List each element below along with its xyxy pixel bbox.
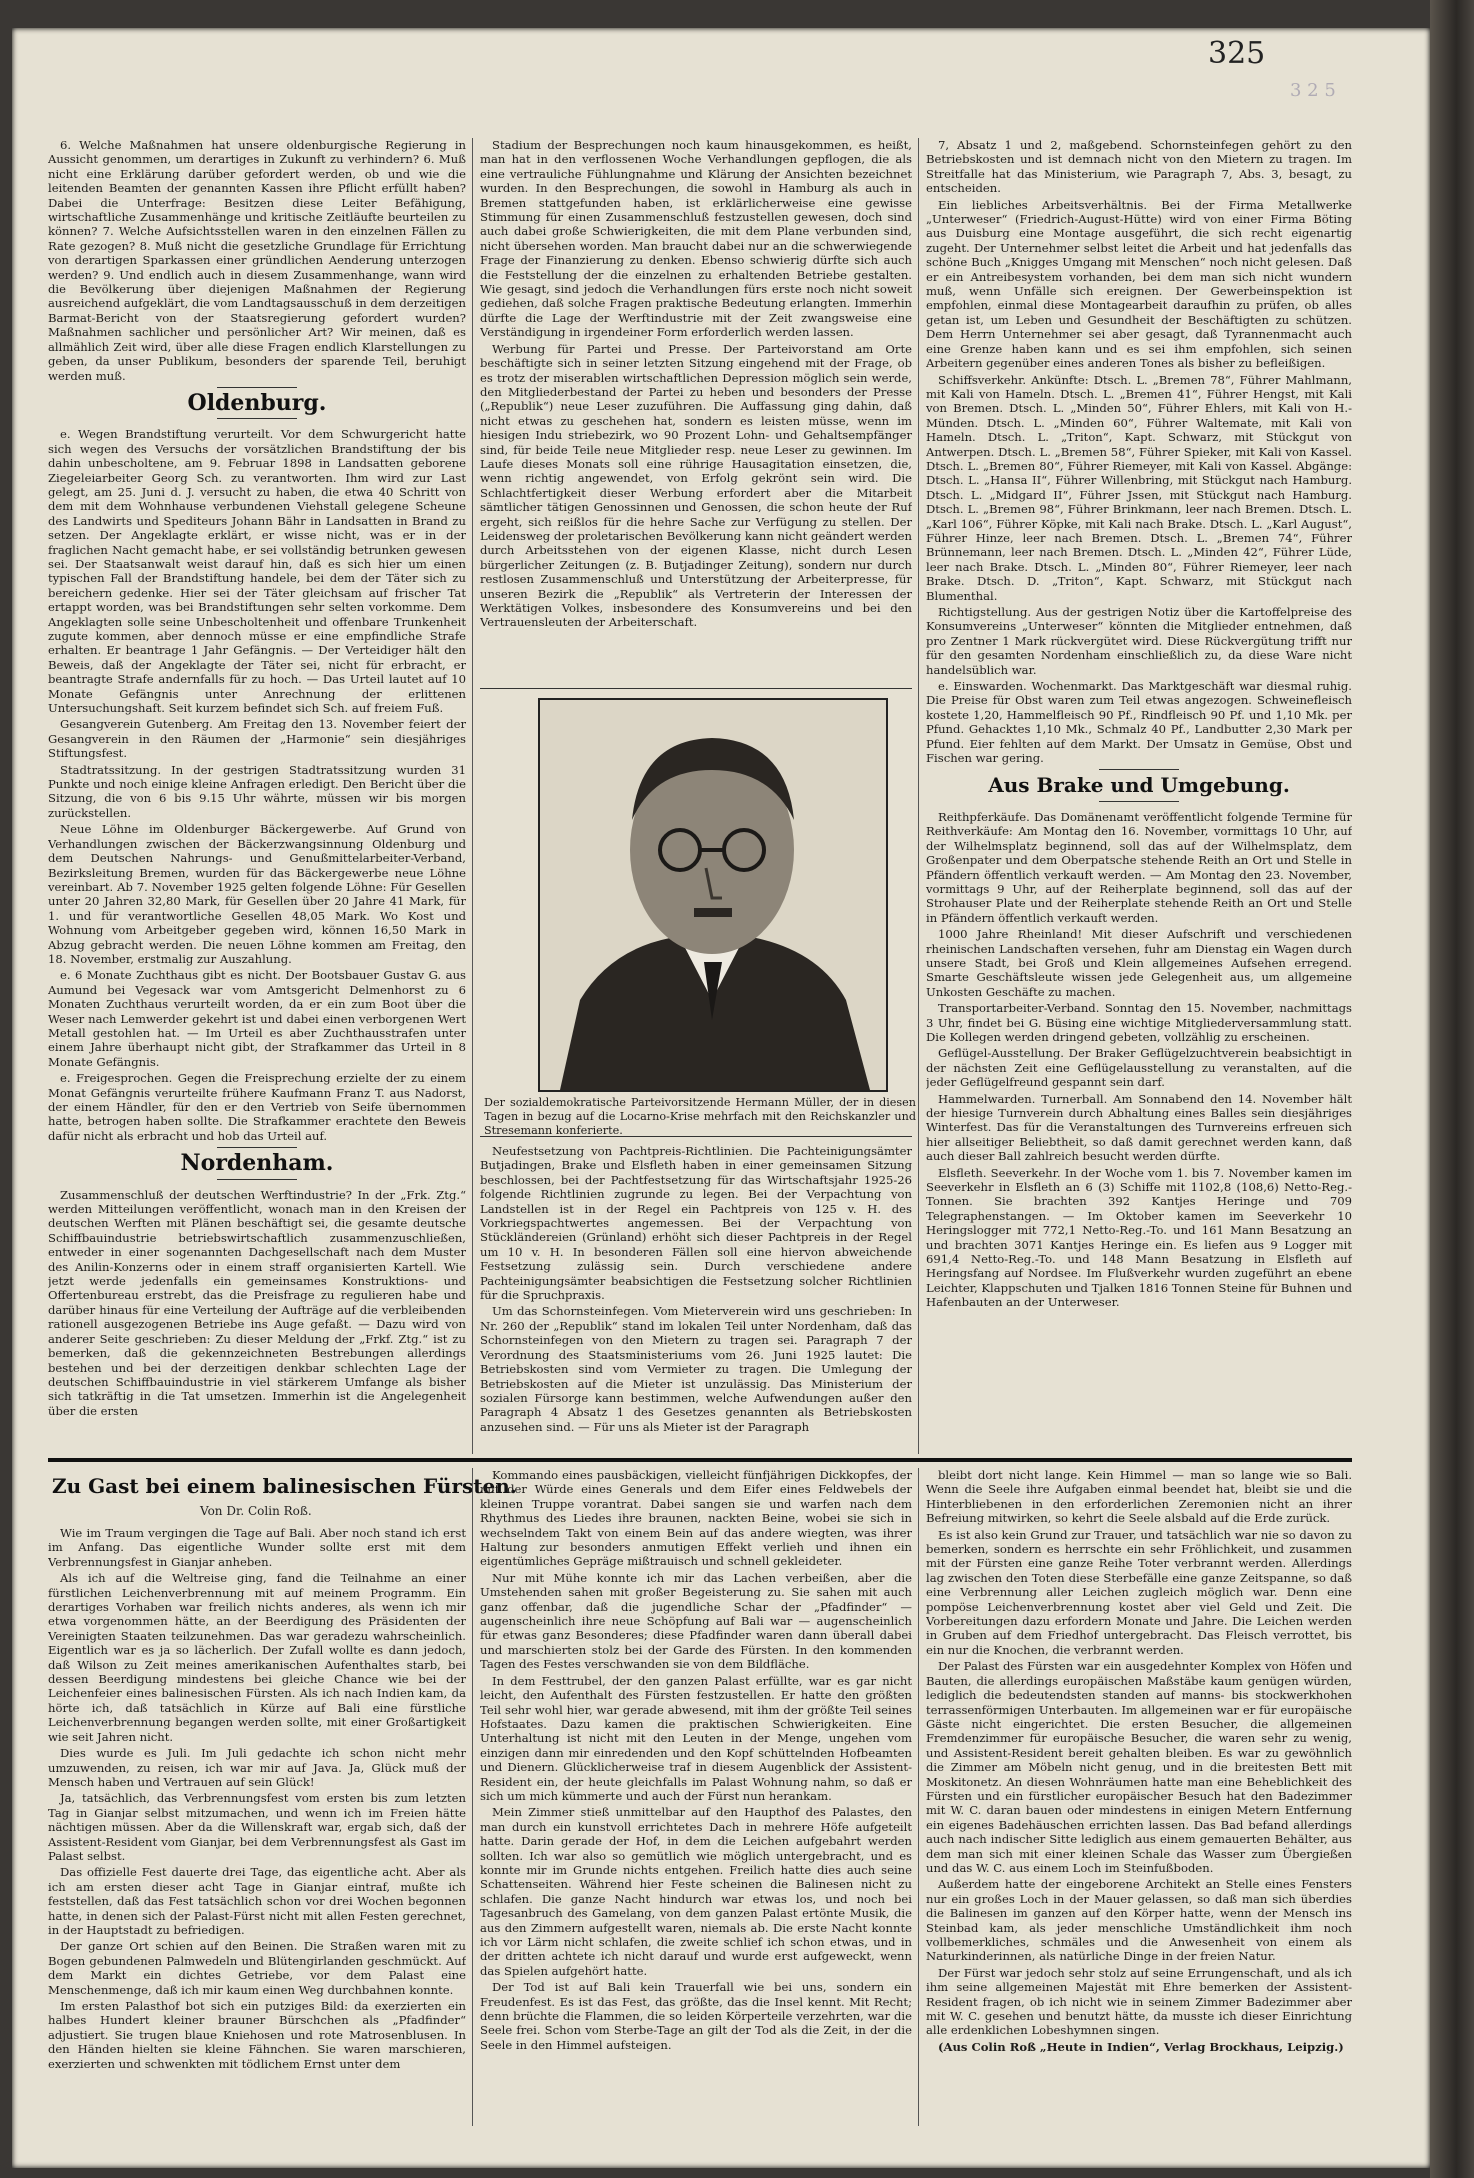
- feature-paragraph: Im ersten Palasthof bot sich ein putziges Bild: da exerzierten ein halbes Hundert kleiner brauner Bürschchen als „Pfadfinder“ adjustiert. Sie trugen blaue Kniehosen und rote Matrosenblusen. In den Händen hielten sie kleine Fähnchen. Sie waren marschieren, exerzierten und schwenkten mit tödlichem Ernst unter dem: [48, 1999, 466, 2071]
- article-seeverkehr: Elsfleth. Seeverkehr. In der Woche vom 1. bis 7. November kamen im Seeverkehr in Elsfleth an 6 (3) Schiffe mit 1102,8 (108,6) Netto-Reg.-Tonnen. Sie brachten 392 Kantjes Heringe und 709 Telegraphenstangen. — Im Oktober kamen im Seeverkehr 10 Heringslogger mit 772,1 Netto-Reg.-To. und 161 Mann Besatzung an und brachten 3071 Kantjes Heringe ein. Es liefen aus 9 Logger mit 691,4 Netto-Reg.-To. und 148 Mann Besatzung in Elsfleth auf Heringsfang auf Nordsee. Im Flußverkehr wurden zugeführt an ebene Leichter, Klappschuten und Tjalken 1816 Tonnen Steine für Buhnen und Hafenbauten an der Unterweser.: [926, 1165, 1352, 1310]
- divider: [217, 1147, 297, 1148]
- portrait-illustration: [540, 700, 886, 1090]
- feature-paragraph: Nur mit Mühe konnte ich mir das Lachen verbeißen, aber die Umstehenden sahen mit großer Begeisterung zu. Sie sahen mit auch ganz offenbar, daß die jugendliche Schar der „Pfadfinder“ — augenscheinlich ihre neue Schöpfung auf Bali war — augenscheinlich für etwas ganz Besonderes; diese Pfadfinder waren dann überall dabei und marschierten stolz bei der Garde des Fürsten. In den kommenden Tagen des Festes verschwanden sie von dem Bildfläche.: [480, 1570, 912, 1672]
- feature-paragraph: In dem Festtrubel, der den ganzen Palast erfüllte, war es gar nicht leicht, den Aufenthalt des Fürsten festzustellen. Er hatte den größten Teil sehr wohl hier, war gerade abwesend, mit ihm der größte Teil seines Hofstaates. Dazu kamen die praktischen Schwierigkeiten. Eine Unterhaltung ist nicht mit den Leuten in der Menge, ungehen vom einzigen dann mir einredenden und den Kopf schüttelnden Hofbeamten und Dienern. Glücklicherweise traf in diesem Augenblick der Assistent-Resident ein, der heute gleichfalls im Palast Wohnung nahm, so daß er sich um mich kümmerte und auch der Fürst nun herankam.: [480, 1673, 912, 1803]
- article-arbeitsverhaeltnis: Ein liebliches Arbeitsverhältnis. Bei der Firma Metallwerke „Unterweser“ (Friedrich-August-Hütte) wird von einer Firma Böting aus Duisburg eine Montage ausgeführt, die sich recht eigenartig zugeht. Der Unternehmer selbst leitet die Arbeit und hat jedenfalls das schöne Buch „Knigges Umgang mit Menschen“ noch nicht gelesen. Daß er ein Antreibesystem vorhanden, bei dem man sich nicht wundern muß, wenn Unfälle sich ereignen. Der Gewerbeinspektion ist empfohlen, einmal diese Montagearbeit daraufhin zu prüfen, ob alles getan ist, um Leben und Gesundheit der Beschäftigten zu schützen. Dem Herrn Unternehmer sei aber gesagt, daß Tyrannenmacht auch eine Grenze haben kann und es sei ihm empfohlen, sich seinen Arbeitern gegenüber eines anderen Tones als bisher zu befleißigen.: [926, 197, 1352, 371]
- feature-paragraph: Der Tod ist auf Bali kein Trauerfall wie bei uns, sondern ein Freudenfest. Es ist das Fest, das größte, das die Insel kennt. Mit Recht; denn brüchte die Flammen, die so leiden Körperteile verzehrten, war die Seele frei. Schon vom Sterbe-Tage an gilt der Tod als die Zeit, in der die Seele in den Himmel aufsteigen.: [480, 1980, 912, 2052]
- feature-paragraph: Das offizielle Fest dauerte drei Tage, das eigentliche acht. Aber als ich am ersten dieser acht Tage in Gianjar eintraf, mußte ich feststellen, daß das Fest tatsächlich schon vor drei Wochen begonnen hatte, in denen sich der Palast-Fürst nicht mit allen Festen gerechnet, in der Hauptstadt zu befriedigen.: [48, 1865, 466, 1937]
- feature-source-credit: (Aus Colin Roß „Heute in Indien“, Verlag Brockhaus, Leipzig.): [938, 2039, 1344, 2054]
- column-rule: [472, 1468, 473, 2126]
- section-heading-nordenham: Nordenham.: [180, 1150, 334, 1177]
- article-werftindustrie: Zusammenschluß der deutschen Werftindustrie? In der „Frk. Ztg.“ werden Mitteilungen veröffentlicht, wonach man in den Kreisen der deutschen Werften mit Plänen beschäftigt sei, die gesamte deutsche Schiffbauindustrie betriebswirtschaftlich zusammenzuschließen, entweder in einer sogenannten Dachgesellschaft nach dem Muster des Anilin-Konzerns oder in einem straff organisierten Kartell. Wie jetzt werde jedenfalls ein gemeinsames Konstruktions- und Offertenbureau erstrebt, das die Preisfrage zu regulieren habe und darüber hinaus für eine Verteilung der Aufträge auf die verbleibenden rationell ausgezogenen Betriebe ins Auge gefaßt. — Dazu wird von anderer Seite geschrieben: Zu dieser Meldung der „Frkf. Ztg.“ ist zu bemerken, daß die gekennzeichneten Bestrebungen allerdings bestehen und bei der derzeitigen denkbar schlechten Lage der deutschen Schiffbauindustrie in viel stärkerem Umfange als bisher sich tatkräftig in die Tat umsetzen. Immerhin ist die Angelegenheit über die ersten: [48, 1187, 466, 1418]
- divider: [217, 387, 297, 388]
- article-transportarbeiter: Transportarbeiter-Verband. Sonntag den 15. November, nachmittags 3 Uhr, findet bei G. Büsing eine wichtige Mitgliederversammlung statt. Die Kollegen werden dringend gebeten, vollzählig zu erscheinen.: [926, 1001, 1352, 1044]
- page-number: 325: [1208, 36, 1266, 71]
- article-werftindustrie-cont: Stadium der Besprechungen noch kaum hinausgekommen, es heißt, man hat in den verflossenen Woche Verhandlungen gepflogen, die als eine vertrauliche Fühlungnahme und Klärung der Ansichten bezeichnet wurden. In den Besprechungen, die sowohl in Hamburg als auch in Bremen stattgefunden haben, ist erklärlicherweise eine gewisse Stimmung für einen Zusammenschluß festzustellen gewesen, doch sind auch dabei große Schwierigkeiten, die mit dem Plane verbunden sind, nicht übersehen worden. Man braucht dabei nur an die schwerwiegende Frage der Finanzierung zu denken. Ebenso schwierig dürfte sich auch die Feststellung der die einzelnen zu erhaltenden Betriebe gestalten. Wie gesagt, sind jedoch die Verhandlungen fürs erste noch nicht soweit gediehen, daß solche Fragen praktische Bedeutung erlangten. Immerhin dürfte die Lage der Werftindustrie mit der Zeit zwangsweise eine Verständigung in irgendeiner Form erforderlich werden lassen.: [480, 138, 912, 340]
- column-rule: [918, 138, 919, 1454]
- column-1: [48, 138, 466, 1446]
- column-3: [926, 138, 1352, 1446]
- column-rule: [472, 138, 473, 1454]
- feature-paragraph: Der Palast des Fürsten war ein ausgedehnter Komplex von Höfen und Bauten, die allerdings europäischen Maßstäbe kaum genügen würden, lediglich die bedeutendsten standen auf manns- bis stockwerkhohen terrassenförmigen Unterbauten. Im allgemeinen war er für europäische Gäste nicht eingerichtet. Die ersten Besucher, die allgemeinen Fremdenzimmer für europäische Besucher, die waren sehr zu wenig, und Assistent-Resident bereit gehalten bleiben. Es war zu gewöhnlich die Zimmer am Möbeln nicht genug, und in die breitesten Bett mit Moskitonetz. An diesen Wohnräumen hatte man eine Beheblichkeit des Fürsten und ein fürstlicher europäischer Besuch hat den Badezimmer mit W. C. daran bauen oder mindestens in einigen Metern Entfernung ein eigenes Badehäuschen errichten lassen. Das Bad befand allerdings auch nach indischer Sitte lediglich aus einem gemauerten Behälter, aus dem man sich mit einer kleinen Schale das Wasser zum Übergießen und das W. C. aus einem Loch im Steinfußboden.: [926, 1659, 1352, 1875]
- article-gefluegel: Geflügel-Ausstellung. Der Braker Geflügelzuchtverein beabsichtigt in der nächsten Zeit eine Geflügelausstellung zu veranstalten, auf die jeder Geflügelfreund gespannt sein darf.: [926, 1046, 1352, 1090]
- feature-paragraph: Mein Zimmer stieß unmittelbar auf den Haupthof des Palastes, den man durch ein kunstvoll errichtetes Dach in mehrere Höfe aufgeteilt hatte. Darin gerade der Hof, in dem die Leichen aufgebahrt werden sollten. Ich war also so gemütlich wie möglich untergebracht, und es konnte mir im Grunde nichts entgehen. Freilich hatte dies auch seine Schattenseiten. Während hier Feste scheinen die Balinesen nicht zu schlafen. Die ganze Nacht hindurch war etwas los, und noch bei Tagesanbruch des Gamelang, von dem ganzen Palast ertönte Musik, die aus den Zimmern aufgestellt waren, niemals ab. Die erste Nacht konnte ich vor Lärm nicht schlafen, die zweite schlief ich schon etwas, und in der dritten achtete ich nicht darauf und wurde erst aufgeweckt, wenn das Spielen aufgehört hatte.: [480, 1805, 912, 1978]
- column-2-top: [480, 138, 912, 683]
- feature-paragraph: Es ist also kein Grund zur Trauer, und tatsächlich war nie so davon zu bemerken, sondern es herrschte ein sehr Fröhlichkeit, und zusammen mit der Fürsten eine ganze Reihe Toter verbrannt werden. Allerdings lag zwischen den Toten diese Sterbefälle eine ganze Zeitspanne, so daß eine Verbrennung aller Leichen zugleich möglich war. Denn eine pompöse Leichenverbrennung kostet aber viel Geld und Zeit. Die Vorbereitungen dazu erfordern Monate und Jahre. Die Leichen werden in Gruben auf dem Friedhof untergebracht. Das Fleisch verrottet, bis ein nur die Knochen, die verbrannt werden.: [926, 1527, 1352, 1657]
- page-edge: [1430, 0, 1474, 2178]
- article-rheinland: 1000 Jahre Rheinland! Mit dieser Aufschrift und verschiedenen rheinischen Landschaften versehen, fuhr am Dienstag ein Wagen durch unsere Stadt, bei Groß und Klein allgemeines Aufsehen erregend. Smarte Geschäftsleute wissen jede Gelegenheit aus, um allgemeine Unkosten Geschäfte zu machen.: [926, 927, 1352, 999]
- feature-paragraph: Der Fürst war jedoch sehr stolz auf seine Errungenschaft, und als ich ihm seine allgemeinen Majestät mit Ehre bemerken der Assistent-Resident fragen, ob ich nicht wie in seinem Zimmer Badezimmer aber mit W. C. gesehen und benutzt hätte, da musste ich dieser Einrichtung alle erdenklichen Lobeshymnen singen.: [926, 1965, 1352, 2038]
- feature-column-3: [926, 1468, 1352, 2126]
- feature-column-2: [480, 1468, 912, 2126]
- article-freigesprochen: e. Freigesprochen. Gegen die Freisprechung erzielte der zu einem Monat Gefängnis verurteilte frühere Kaufmann Franz T. aus Nadorst, der einem Händler, für den er den Vertrieb von Seife übernommen hatte, betrogen haben sollte. Die Strafkammer erachtete den Beweis dafür nicht als erbracht und hob das Urteil auf.: [48, 1071, 466, 1143]
- archive-stamp: 3 2 5: [1290, 80, 1336, 101]
- feature-paragraph: Ja, tatsächlich, das Verbrennungsfest vom ersten bis zum letzten Tag in Gianjar selbst mitzumachen, und wenn ich im Freien hätte nächtigen müssen. Aber da die Willenskraft war, ergab sich, daß der Assistent-Resident vom Gianjar, bei dem Verbrennungsfest als Gast im Palast selbst.: [48, 1791, 466, 1863]
- feature-paragraph: Der ganze Ort schien auf den Beinen. Die Straßen waren mit zu Bogen gebundenen Palmwedeln und Blütengirlanden geschmückt. Auf dem Markt ein dichtes Getriebe, vor dem Palast eine Menschenmenge, daß ich mir kaum einen Weg durchbahnen konnte.: [48, 1939, 466, 1997]
- feature-paragraph: Wie im Traum vergingen die Tage auf Bali. Aber noch stand ich erst im Anfang. Das eigentliche Wunder sollte erst mit dem Verbrennungsfest in Gianjar anheben.: [48, 1526, 466, 1569]
- feature-paragraph: bleibt dort nicht lange. Kein Himmel — man so lange wie so Bali. Wenn die Seele ihre Aufgaben einmal beendet hat, bleibt sie und die Hinterbliebenen in den erforderlichen Zeremonien nicht an ihrer Befreiung mitwirken, so kehrt die Seele alsbald auf die Erde zurück.: [926, 1468, 1352, 1526]
- article-stadtratssitzung: Stadtratssitzung. In der gestrigen Stadtratssitzung wurden 31 Punkte und noch einige kleine Anfragen erledigt. Den Bericht über die Sitzung, die von 6 bis 9.15 Uhr währte, müssen wir bis morgen zurückstellen.: [48, 762, 466, 820]
- section-heading-brake: Aus Brake und Umgebung.: [988, 773, 1290, 798]
- column-rule: [918, 1468, 919, 2126]
- divider: [1099, 769, 1179, 770]
- divider: [480, 1136, 912, 1137]
- column-2-bottom: [480, 1144, 912, 1446]
- article-schornsteinfegen-cont: 7, Absatz 1 und 2, maßgebend. Schornsteinfegen gehört zu den Betriebskosten und ist demnach nicht von den Mietern zu tragen. Im Streitfalle hat das Ministerium, wie Paragraph 7, Abs. 3, besagt, zu entscheiden.: [926, 138, 1352, 196]
- article-schiffsverkehr: Schiffsverkehr. Ankünfte: Dtsch. L. „Bremen 78“, Führer Mahlmann, mit Kali von Hameln. Dtsch. L. „Bremen 41“, Führer Hengst, mit Kali von Bremen. Dtsch. L. „Minden 50“, Führer Ehlers, mit Kali von H.-Münden. Dtsch. L. „Minden 60“, Führer Waltemate, mit Kali von Hameln. Dtsch. L. „Triton“, Kapt. Schwarz, mit Stückgut von Antwerpen. Dtsch. L. „Bremen 58“, Führer Spieker, mit Kali von Kassel. Dtsch. L. „Bremen 80“, Führer Riemeyer, mit Kali von Kassel. Abgänge: Dtsch. L. „Hansa II“, Führer Willenbring, mit Stückgut nach Hamburg. Dtsch. L. „Midgard II“, Führer Jssen, mit Stückgut nach Hamburg. Dtsch. L. „Bremen 98“, Führer Brinkmann, leer nach Bremen. Dtsch. L. „Karl 106“, Führer Köpke, mit Kali nach Brake. Dtsch. L. „Karl August“, Führer Hinze, leer nach Bremen. Dtsch. L. „Bremen 74“, Führer Brünnemann, leer nach Bremen. Dtsch. L. „Minden 42“, Führer Lüde, leer nach Brake. Dtsch. L. „Minden 80“, Führer Riemeyer, leer nach Brake. Dtsch. D. „Triton“, Kapt. Schwarz, mit Stückgut nach Blumenthal.: [926, 372, 1352, 603]
- article-wochenmarkt: e. Einswarden. Wochenmarkt. Das Marktgeschäft war diesmal ruhig. Die Preise für Obst waren zum Teil etwas angezogen. Schweinefleisch kostete 1,20, Hammelfleisch 90 Pf., Rindfleisch 90 Pf. und 1,10 Mk. per Pfund. Gehacktes 1,10 Mk., Schmalz 40 Pf., Landbutter 2,30 Mark per Pfund. Eier fehlten auf dem Markt. Der Umsatz in Gemüse, Obst und Fischen war gering.: [926, 679, 1352, 766]
- article-turnerball: Hammelwarden. Turnerball. Am Sonnabend den 14. November hält der hiesige Turnverein durch Abhaltung eines Balles sein diesjähriges Winterfest. Das für die Veranstaltungen des Turnvereins erfreuen sich hier allseitiger Beliebtheit, so daß damit gerechnet werden kann, daß auch dieser Ball zahlreich besucht werden dürfte.: [926, 1091, 1352, 1164]
- feature-paragraph: Kommando eines pausbäckigen, vielleicht fünfjährigen Dickkopfes, der mit der Würde eines Generals und dem Eifer eines Feldwebels der kleinen Truppe vorantrat. Dabei sangen sie und warfen nach dem Rhythmus des Liedes ihre braunen, nackten Beine, wobei sie sich in wechselndem Takt von einem Bein auf das andere wiegten, was ihrer Haltung zur besonders anmutigen Effekt verlieh und ihnen ein eigentümliches Gepräge mißtrauisch und schnell gekleideter.: [480, 1468, 912, 1569]
- article-zuchthaus: e. 6 Monate Zuchthaus gibt es nicht. Der Bootsbauer Gustav G. aus Aumund bei Vegesack war vom Amtsgericht Delmenhorst zu 6 Monaten Zuchthaus verurteilt worden, da er ein zum Boot über die Weser nach Lemwerder gekehrt ist und dabei einen verborgenen Wert Metall gestohlen hat. — Im Urteil es aber Zuchthausstrafen unter einem Jahre überhaupt nicht gibt, der Strafkammer das Urteil in 8 Monate Gefängnis.: [48, 968, 466, 1069]
- article-oldenburg-questions: 6. Welche Maßnahmen hat unsere oldenburgische Regierung in Aussicht genommen, um derartiges in Zukunft zu verhindern? 6. Muß nicht eine Erklärung darüber gefordert werden, ob und wie die leitenden Beamten der genannten Kassen ihre Pflicht erfüllt haben? Dabei die Unterfrage: Besitzen diese Leiter Befähigung, wirtschaftliche Zusammenhänge und kritische Zeitläufte beurteilen zu können? 7. Welche Aufsichtsstellen waren in den einzelnen Fällen zu Rate gezogen? 8. Muß nicht die gesetzliche Grundlage für Errichtung von derartigen Sparkassen einer gründlichen Aenderung unterzogen werden? 9. Und endlich auch in diesem Zusammenhange, wann wird die Bevölkerung über diejenigen Maßnahmen der Regierung ausreichend aufgeklärt, die vom Landtagsausschuß in dem derzeitigen Barmat-Bericht von der Staatsregierung gefordert wurden? Maßnahmen sachlicher und persönlicher Art? Wir meinen, daß es allmählich Zeit wird, über alle diese Fragen endlich Klarstellungen zu geben, da unser Publikum, besonders der sparende Teil, beruhigt werden muß.: [48, 138, 466, 383]
- article-baeckerloehne: Neue Löhne im Oldenburger Bäckergewerbe. Auf Grund von Verhandlungen zwischen der Bäckerzwangsinnung Oldenburg und dem Deutschen Nahrungs- und Genußmittelarbeiter-Verband, Bezirksleitung Bremen, wurden für das Bäckergewerbe neue Löhne vereinbart. Ab 7. November 1925 gelten folgende Löhne: Für Gesellen unter 20 Jahren 32,80 Mark, für Gesellen über 20 Jahre 41 Mark, für 1. und für verantwortliche Gesellen 48,05 Mark. Wo Kost und Wohnung vom Arbeitgeber gegeben wird, können 16,50 Mark in Abzug gebracht werden. Die neuen Löhne kommen am Freitag, den 18. November, erstmalig zur Auszahlung.: [48, 822, 466, 966]
- article-reithverkaeufe: Reithpferkäufe. Das Domänenamt veröffentlicht folgende Termine für Reithverkäufe: Am Montag den 16. November, vormittags 10 Uhr, auf der Wilhelmsplatz beginnend, soll das auf der Wilhelmsplatz, dem Großenpater und dem Oberpatsche stehende Reith an Ort und Stelle in Pfändern öffentlich verkauft werden. — Am Montag den 23. November, vormittags 9 Uhr, auf der Reiherplate beginnend, soll das auf der Strohauser Plate und der Reiherplate stehende Reith an Ort und Stelle in Pfändern öffentlich verkauft werden.: [926, 809, 1352, 925]
- divider: [217, 418, 297, 419]
- article-brandstiftung: e. Wegen Brandstiftung verurteilt. Vor dem Schwurgericht hatte sich wegen des Versuchs der vorsätzlichen Brandstiftung der bis dahin unbescholtene, am 9. Februar 1898 in Landsatten geborene Ziegeleiarbeiter Georg Sch. zu verantworten. Ihm wird zur Last gelegt, am 25. Juni d. J. versucht zu haben, die etwa 40 Schritt von dem mit dem Wohnhause verbundenen Viehstall gelegene Scheune des Landwirts und Spediteurs Johann Bähr in Landsatten in Brand zu setzen. Der Angeklagte erklärt, er wisse nicht, was er in der fraglichen Nacht gemacht habe, er sei vollständig betrunken gewesen sei. Der Staatsanwalt weist darauf hin, daß es sich hier um einen typischen Fall der Brandstiftung handele, bei dem der Täter sich zu bereichern gedenke. Hier sei der Täter gleichsam auf frischer Tat ertappt worden, was bei Brandstiftungen sehr selten vorkomme. Dem Angeklagten solle seine Unbescholtenheit und offenbare Trunkenheit zugute kommen, aber dennoch müsse er eine empfindliche Strafe erhalten. Er beantrage 1 Jahr Gefängnis. — Der Verteidiger hält den Beweis, daß der Angeklagte der Täter sei, nicht für erbracht, er beantragte Strafe andernfalls für zu hoch. — Das Urteil lautet auf 10 Monate Gefängnis unter Anrechnung der erlittenen Untersuchungshaft. Seit kurzem befindet sich Sch. auf freiem Fuß.: [48, 427, 466, 716]
- feature-paragraph: Als ich auf die Weltreise ging, fand die Teilnahme an einer fürstlichen Leichenverbrennung mit auf meinem Programm. Ein derartiges Vorhaben war freilich nichts anderes, als wenn ich mir etwa vorgenommen hätte, an der Beerdigung des Präsidenten der Vereinigten Staaten teilzunehmen. Das war geradezu wahrscheinlich. Eigentlich war es ja so lächerlich. Der Zufall wollte es dann jedoch, daß Wilson zu Zeit meines amerikanischen Aufenthaltes starb, bei dessen Beerdigung mindestens bei gleiche Chance wie bei der Leichenfeier eines balinesischen Fürsten. Als ich nach Indien kam, da hörte ich, daß tatsächlich in Kürze auf Bali eine fürstliche Leichenverbrennung begangen werden sollte, mit einer Großartigkeit wie seit Jahren nicht.: [48, 1571, 466, 1744]
- feature-paragraph: Außerdem hatte der eingeborene Architekt an Stelle eines Fensters nur ein großes Loch in der Mauer gelassen, so daß man sich überdies die Balinesen im ganzen auf den Körper hatte, wenn der Mensch ins Steinbad kam, als jeder menschliche Umständlichkeit ihm noch vollbemerkliches, schmäles und die Anwesenheit von einem als Naturkinderinnen, als natürliche Dinge in der freien Natur.: [926, 1877, 1352, 1964]
- portrait-photo: [538, 698, 888, 1092]
- article-gesangverein: Gesangverein Gutenberg. Am Freitag den 13. November feiert der Gesangverein in den Räumen der „Harmonie“ sein diesjähriges Stiftungsfest.: [48, 717, 466, 761]
- feature-paragraph: Dies wurde es Juli. Im Juli gedachte ich schon nicht mehr umzuwenden, zu reisen, ich war mir auf Java. Ja, Glück muß der Mensch haben und Vertrauen auf sein Glück!: [48, 1746, 466, 1789]
- article-pachtpreis: Neufestsetzung von Pachtpreis-Richtlinien. Die Pachteinigungsämter Butjadingen, Brake und Elsfleth haben in einer gemeinsamen Sitzung beschlossen, bei der Pachtfestsetzung für das Wirtschaftsjahr 1925-26 folgende Richtlinien zugrunde zu legen. Bei der Verpachtung von Landstellen ist in der Regel ein Pachtpreis von 125 v. H. des Vorkriegspachtwertes angemessen. Bei der Verpachtung von Stückländereien (Grünland) erhöht sich dieser Pachtpreis in der Regel um 10 v. H. In besonderen Fällen soll eine hiervon abweichende Festsetzung zulässig sein. Durch verschiedene andere Pachteinigungsämter beabsichtigen die Festsetzung solcher Richtlinien für die Spruchpraxis.: [480, 1144, 912, 1303]
- feature-column-1: [48, 1526, 466, 2126]
- feature-byline: Von Dr. Colin Roß.: [200, 1504, 312, 1518]
- article-richtigstellung: Richtigstellung. Aus der gestrigen Notiz über die Kartoffelpreise des Konsumvereins „Unterweser“ könnten die Mitglieder entnehmen, daß pro Zentner 1 Mark rückvergütet wird. Diese Rückvergütung trifft nur für den gesamten Nordenham einschließlich zu, da diese Ware nicht handelsüblich war.: [926, 605, 1352, 677]
- section-heading-oldenburg: Oldenburg.: [187, 389, 327, 416]
- divider: [217, 1179, 297, 1180]
- article-schornsteinfegen: Um das Schornsteinfegen. Vom Mieterverein wird uns geschrieben: In Nr. 260 der „Republik“ stand im lokalen Teil unter Nordenham, daß das Schornsteinfegen von den Mietern zu tragen sei. Paragraph 7 der Verordnung des Staatsministeriums vom 26. Juni 1925 lautet: Die Betriebskosten sind vom Vermieter zu tragen. Die Umlegung der Betriebskosten auf die Mieter ist unzulässig. Das Ministerium der sozialen Fürsorge kann bestimmen, welche Aufwendungen außer den Paragraph 4 Absatz 1 des Gesetzes genannten als Betriebskosten anzusehen sind. — Für uns als Mieter ist der Paragraph: [480, 1304, 912, 1434]
- article-werbung: Werbung für Partei und Presse. Der Parteivorstand am Orte beschäftigte sich in seiner letzten Sitzung eingehend mit der Frage, ob es trotz der miserablen wirtschaftlichen Depression möglich sein werde, den Mitgliederbestand der Partei zu heben und besonders der Presse („Republik“) neue Leser zuzuführen. Die Auffassung ging dahin, daß nicht etwas zu geschehen hat, sondern es leisten müsse, wenn im hiesigen Indu striebezirk, wo 90 Prozent Lohn- und Gehaltsempfänger sind, für beide Teile neue Mitglieder resp. neue Leser zu gewinnen. Im Laufe dieses Monats soll eine rührige Hausagitation einsetzen, die, wenn richtig angewendet, von Erfolg gekrönt sein wird. Die Schlachtfertigkeit dieser Werbung erfordert aber die Mitarbeit sämtlicher tätigen Genossinnen und Genossen, die schon heute der Ruf ergeht, sich reißlos für die hehre Sache zur Verfügung zu stellen. Der Leidensweg der proletarischen Bevölkerung kann nicht geändert werden durch Arbeitsstehen von der eigenen Klasse, nicht durch Lesen bürgerlicher Zeitungen (z. B. Butjadinger Zeitung), sondern nur durch restlosen Zusammenschluß und Unterstützung der Arbeiterpresse, für unseren Bezirk die „Republik“ als Vertreterin der Interessen der Werktätigen Volkes, insbesondere des Konsumvereins und bei den Vertrauensleuten der Arbeiterschaft.: [480, 341, 912, 630]
- section-rule: [48, 1458, 1352, 1462]
- portrait-caption: Der sozialdemokratische Parteivorsitzende Hermann Müller, der in diesen Tagen in bezug auf die Locarno-Krise mehrfach mit den Reichskanzler und Stresemann konferierte.: [484, 1096, 916, 1137]
- divider: [480, 688, 912, 689]
- feature-title: Zu Gast bei einem balinesischen Fürsten.: [52, 1474, 517, 1498]
- divider: [1099, 801, 1179, 802]
